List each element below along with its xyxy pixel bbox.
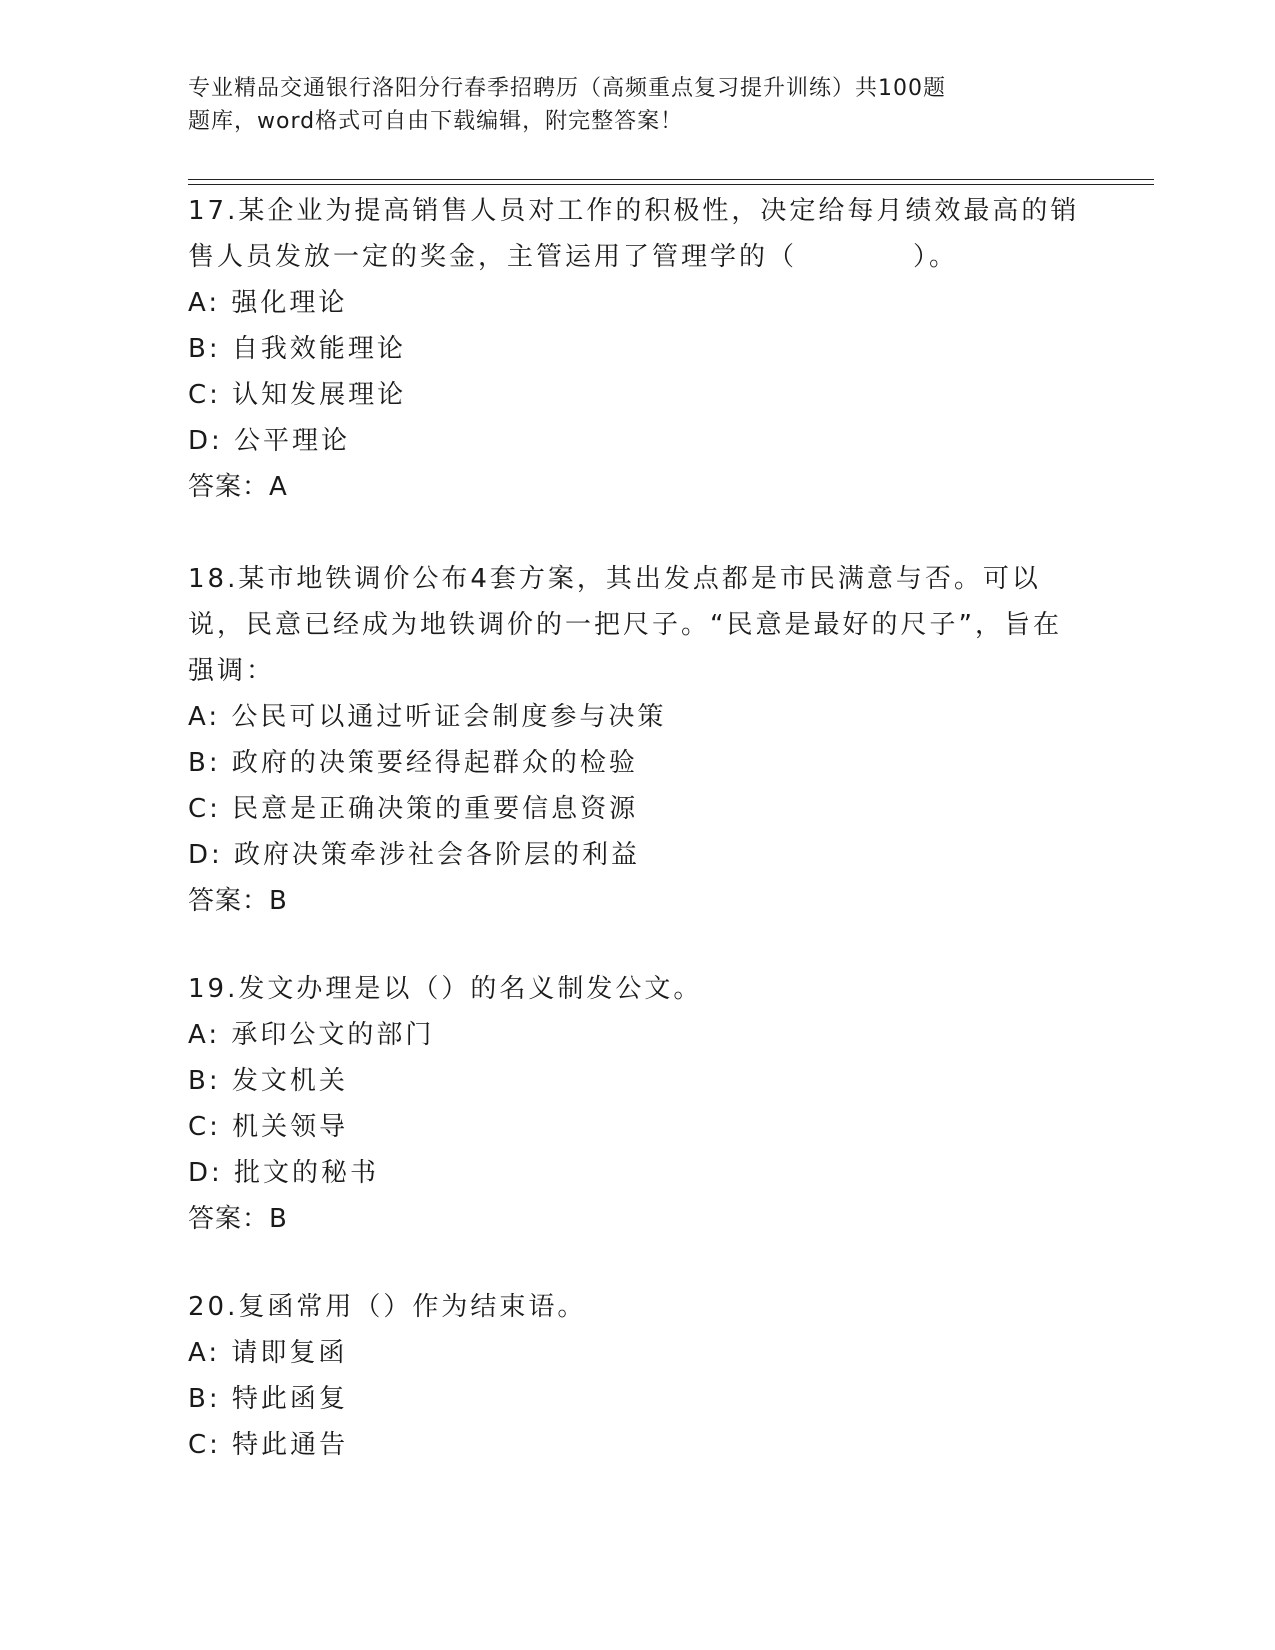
document-header bbox=[188, 72, 1028, 138]
header-divider-top bbox=[188, 179, 1154, 180]
question-text bbox=[188, 966, 1088, 1012]
option-a: A: 请即复函 bbox=[188, 1338, 348, 1368]
question-number: 20. bbox=[188, 1292, 239, 1322]
question-20 bbox=[188, 1284, 1088, 1468]
question-text bbox=[188, 188, 1088, 280]
question-17 bbox=[188, 188, 1088, 510]
question-18 bbox=[188, 556, 1088, 924]
answer: 答案：A bbox=[188, 472, 288, 502]
question-number: 18. bbox=[188, 564, 239, 594]
question-number: 19. bbox=[188, 974, 239, 1004]
option-c: C: 机关领导 bbox=[188, 1112, 349, 1142]
option-c: C: 认知发展理论 bbox=[188, 380, 407, 410]
header-divider-bottom bbox=[188, 184, 1154, 185]
question-stem: 某企业为提高销售人员对工作的积极性，决定给每月绩效最高的销售人员发放一定的奖金，主管运用了管理学的（ ）。 bbox=[188, 196, 1080, 272]
option-c: C: 民意是正确决策的重要信息资源 bbox=[188, 794, 639, 824]
option-d: D: 公平理论 bbox=[188, 426, 351, 456]
question-stem: 发文办理是以（）的名义制发公文。 bbox=[238, 974, 703, 1004]
header-line-1: 专业精品交通银行洛阳分行春季招聘历（高频重点复习提升训练）共100题 bbox=[188, 76, 946, 101]
header-line-2: 题库，word格式可自由下载编辑，附完整答案！ bbox=[188, 109, 684, 134]
option-b: B: 特此函复 bbox=[188, 1384, 348, 1414]
question-text bbox=[188, 1284, 1088, 1330]
question-text bbox=[188, 556, 1088, 694]
option-d: D: 批文的秘书 bbox=[188, 1158, 380, 1188]
option-b: B: 发文机关 bbox=[188, 1066, 348, 1096]
option-d: D: 政府决策牵涉社会各阶层的利益 bbox=[188, 840, 641, 870]
option-a: A: 承印公文的部门 bbox=[188, 1020, 435, 1050]
answer: 答案：B bbox=[188, 886, 288, 916]
question-stem: 某市地铁调价公布4套方案，其出发点都是市民满意与否。可以说，民意已经成为地铁调价的一把尺子。“民意是最好的尺子”，旨在强调： bbox=[188, 564, 1062, 686]
option-b: B: 政府的决策要经得起群众的检验 bbox=[188, 748, 638, 778]
question-19 bbox=[188, 966, 1088, 1242]
question-stem: 复函常用（）作为结束语。 bbox=[238, 1292, 587, 1322]
option-a: A: 强化理论 bbox=[188, 288, 348, 318]
question-number: 17. bbox=[188, 196, 239, 226]
option-b: B: 自我效能理论 bbox=[188, 334, 406, 364]
answer: 答案：B bbox=[188, 1204, 288, 1234]
option-c: C: 特此通告 bbox=[188, 1430, 349, 1460]
option-a: A: 公民可以通过听证会制度参与决策 bbox=[188, 702, 667, 732]
